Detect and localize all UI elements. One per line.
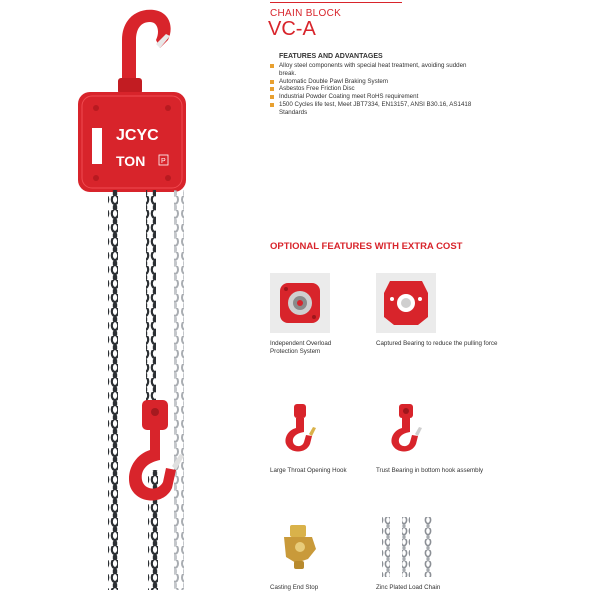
optional-feature-bottom-hook <box>376 400 526 475</box>
product-category: CHAIN BLOCK <box>270 8 342 19</box>
optional-feature-caption: Independent Overload Protection System <box>270 340 332 355</box>
optional-feature-overload <box>270 273 350 356</box>
features-title: FEATURES AND ADVANTAGES <box>279 53 383 60</box>
hook-icon <box>270 400 330 460</box>
bullet-icon <box>270 95 274 99</box>
feature-item: Automatic Double Pawl Braking System <box>270 78 485 86</box>
optional-feature-load-chain <box>376 517 476 592</box>
optional-feature-captured-bearing <box>376 273 526 348</box>
features-list <box>270 62 485 117</box>
bottom-hook-icon <box>376 400 436 460</box>
hero-unit: TON <box>116 153 146 169</box>
product-model: VC-A <box>268 18 316 40</box>
captured-bearing-icon <box>376 273 436 333</box>
optional-features-title: OPTIONAL FEATURES WITH EXTRA COST <box>270 241 463 252</box>
feature-item: Alloy steel components with special heat treatment, avoiding sudden break. <box>270 62 485 78</box>
end-stop-icon <box>270 517 330 577</box>
bullet-icon <box>270 103 274 107</box>
header-rule <box>270 2 402 3</box>
load-chain-icon <box>376 517 436 577</box>
optional-feature-hook <box>270 400 370 475</box>
optional-feature-caption: Captured Bearing to reduce the pulling force <box>376 340 498 347</box>
optional-feature-caption: Casting End Stop <box>270 584 319 591</box>
hero-mark: P <box>161 158 166 165</box>
optional-feature-caption: Trust Bearing in bottom hook assembly <box>376 467 484 474</box>
bullet-icon <box>270 64 274 68</box>
optional-feature-caption: Large Throat Opening Hook <box>270 467 347 474</box>
bullet-icon <box>270 80 274 84</box>
optional-feature-caption: Zinc Plated Load Chain <box>376 584 441 591</box>
feature-item: Industrial Powder Coating meet RoHS requirement <box>270 93 485 101</box>
feature-item: 1500 Cycles life test, Meet JBT7334, EN13157, ANSI B30.16, AS1418 Standards <box>270 101 485 117</box>
feature-item: Asbestos Free Friction Disc <box>270 85 485 93</box>
hero-brand: JCYC <box>116 127 159 144</box>
overload-protection-icon <box>270 273 330 333</box>
chain-block-illustration <box>60 0 210 600</box>
bullet-icon <box>270 87 274 91</box>
optional-feature-end-stop <box>270 517 370 592</box>
